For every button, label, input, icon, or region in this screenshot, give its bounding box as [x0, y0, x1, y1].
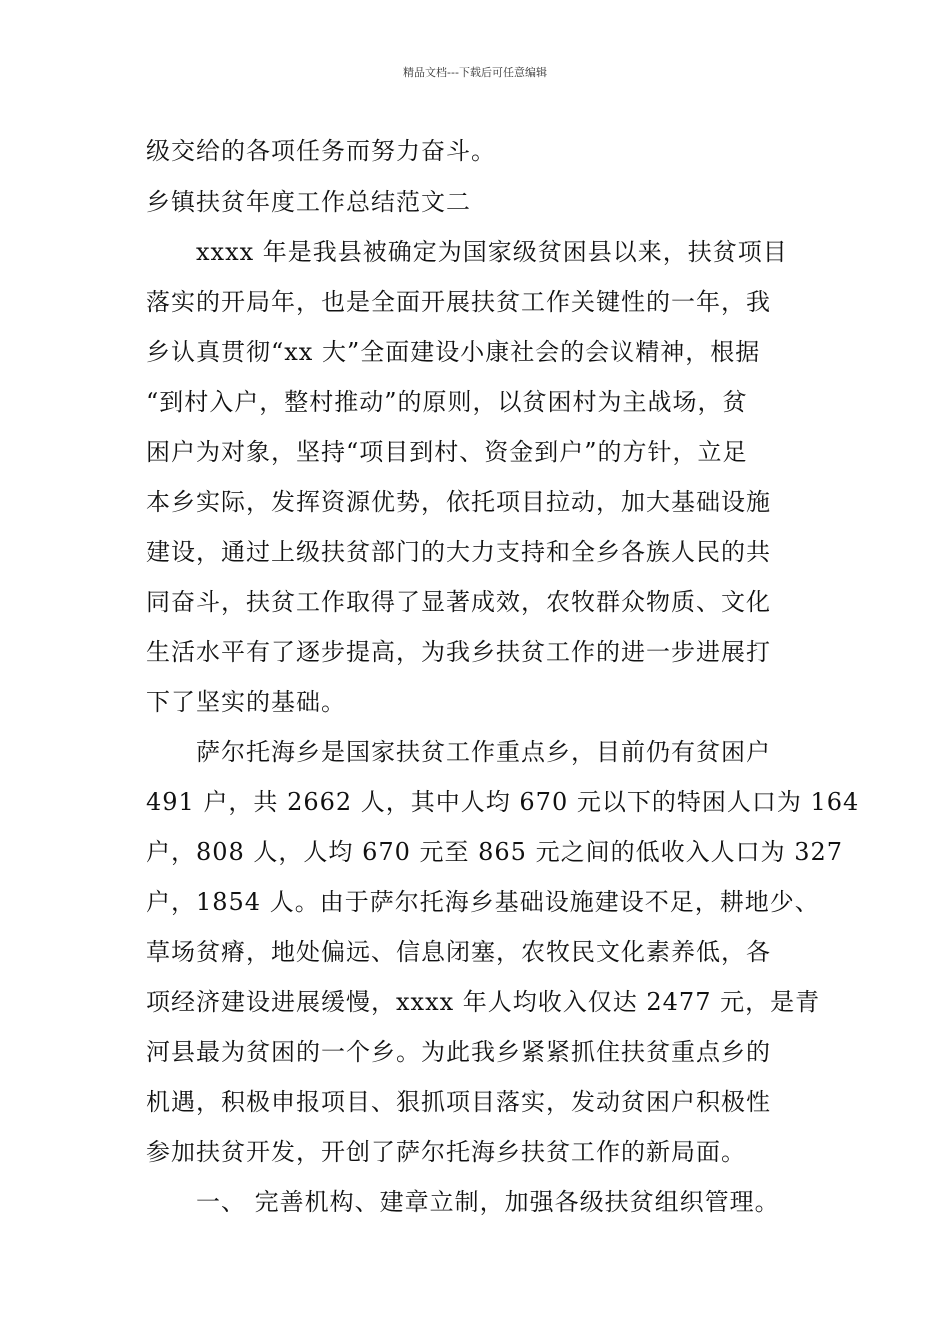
text-line: 草场贫瘠，地处偏远、信息闭塞，农牧民文化素养低，各: [146, 938, 771, 966]
section-title: 乡镇扶贫年度工作总结范文二: [146, 188, 471, 216]
text-line: 困户为对象，坚持“项目到村、资金到户”的方针，立足: [146, 438, 748, 466]
text-line: 生活水平有了逐步提高，为我乡扶贫工作的进一步进展打: [146, 638, 771, 666]
text-line: 落实的开局年，也是全面开展扶贫工作关键性的一年，我: [146, 288, 771, 316]
text-line: “到村入户，整村推动”的原则，以贫困村为主战场，贫: [146, 388, 748, 416]
page-header: 精品文档---下载后可任意编辑: [403, 66, 547, 79]
text-line: 萨尔托海乡是国家扶贫工作重点乡，目前仍有贫困户: [196, 738, 771, 766]
text-line: 河县最为贫困的一个乡。为此我乡紧紧抓住扶贫重点乡的: [146, 1038, 771, 1066]
text-line: 下了坚实的基础。: [146, 688, 346, 716]
text-line: 乡认真贯彻“xx 大”全面建设小康社会的会议精神，根据: [146, 338, 761, 366]
text-line: 建设，通过上级扶贫部门的大力支持和全乡各族人民的共: [146, 538, 771, 566]
text-line: 机遇，积极申报项目、狠抓项目落实，发动贫困户积极性: [146, 1088, 771, 1116]
text-line: 项经济建设进展缓慢，xxxx 年人均收入仅达 2477 元，是青: [146, 988, 821, 1016]
text-line: 同奋斗，扶贫工作取得了显著成效，农牧群众物质、文化: [146, 588, 771, 616]
text-line: 491 户，共 2662 人，其中人均 670 元以下的特困人口为 164: [146, 788, 860, 816]
section-heading: 一、 完善机构、建章立制，加强各级扶贫组织管理。: [196, 1188, 780, 1216]
text-line: 本乡实际，发挥资源优势，依托项目拉动，加大基础设施: [146, 488, 771, 516]
text-line: 户，808 人，人均 670 元至 865 元之间的低收入人口为 327: [146, 838, 844, 866]
text-line: 参加扶贫开发，开创了萨尔托海乡扶贫工作的新局面。: [146, 1138, 746, 1166]
text-line: 级交给的各项任务而努力奋斗。: [146, 137, 496, 165]
text-line: xxxx 年是我县被确定为国家级贫困县以来，扶贫项目: [196, 238, 788, 266]
text-line: 户，1854 人。由于萨尔托海乡基础设施建设不足，耕地少、: [146, 888, 820, 916]
